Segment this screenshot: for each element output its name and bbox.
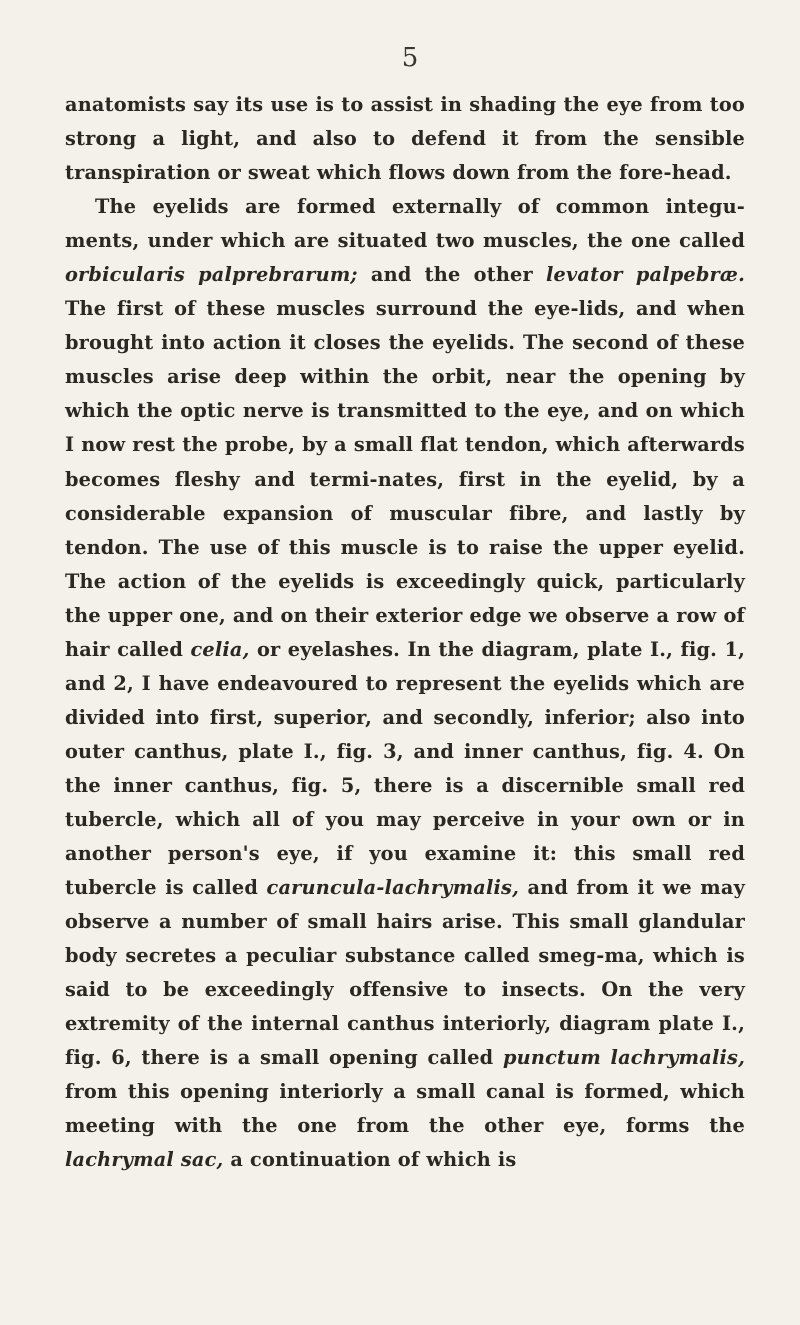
- latin-term: punctum lachrymalis,: [502, 1046, 745, 1070]
- paragraph-text: The first of these muscles surround the eye-lids, and when brought into action it closes the eyelids. The second of these muscles arise deep within the orbit, near the opening by which the optic nerve is transmitted to the eye, and on which I now rest the probe, by a small flat tendon, which afterwards becomes fleshy and termi-nates, first in the eyelid, by a considerable expansion of muscular fibre, and lastly by tendon. The use of this muscle is to raise the upper eyelid. The action of the eyelids is exceedingly quick, particularly the upper one, and on their exterior edge we observe a row of hair called: [65, 297, 745, 661]
- paragraph-eyelids: [65, 190, 745, 1177]
- latin-term: caruncula-lachrymalis,: [266, 876, 520, 900]
- paragraph-text: and from it we may observe a number of small hairs arise. This small glandular body secretes a peculiar substance called smeg-ma, which is said to be exceedingly offensive to insects. On the very extremity of the internal canthus interiorly, diagram plate I., fig. 6, there is a small opening called: [65, 876, 745, 1070]
- paragraph-continued: [65, 88, 745, 190]
- paragraph-text: a continuation of which is: [223, 1148, 517, 1172]
- paragraph-text: anatomists say its use is to assist in shading the eye from too strong a light, and also to defend it from the sensible transpiration or sweat which flows down from the fore-head.: [65, 93, 745, 185]
- latin-term: orbicularis palprebrarum;: [65, 263, 358, 287]
- paragraph-text: and the other: [357, 263, 547, 287]
- paragraph-text: from this opening interiorly a small canal is formed, which meeting with the one from the other eye, forms the: [65, 1080, 745, 1138]
- latin-term: levator palpebræ.: [546, 263, 745, 287]
- paragraph-text: The eyelids are formed externally of common integu-ments, under which are situated two muscles, the one called: [65, 195, 745, 253]
- body-text: [65, 88, 745, 1178]
- latin-term: lachrymal sac,: [65, 1148, 224, 1172]
- latin-term: celia,: [190, 637, 250, 661]
- page-number: 5: [401, 43, 419, 73]
- paragraph-text: or eyelashes. In the diagram, plate I., fig. 1, and 2, I have endeavoured to represent the eyelids which are divided into first, superior, and secondly, inferior; also into outer canthus, plate I., fig. 3, and inner canthus, fig. 4. On the inner canthus, fig. 5, there is a discernible small red tubercle, which all of you may perceive in your own or in another person's eye, if you examine it: this small red tubercle is called: [65, 637, 746, 900]
